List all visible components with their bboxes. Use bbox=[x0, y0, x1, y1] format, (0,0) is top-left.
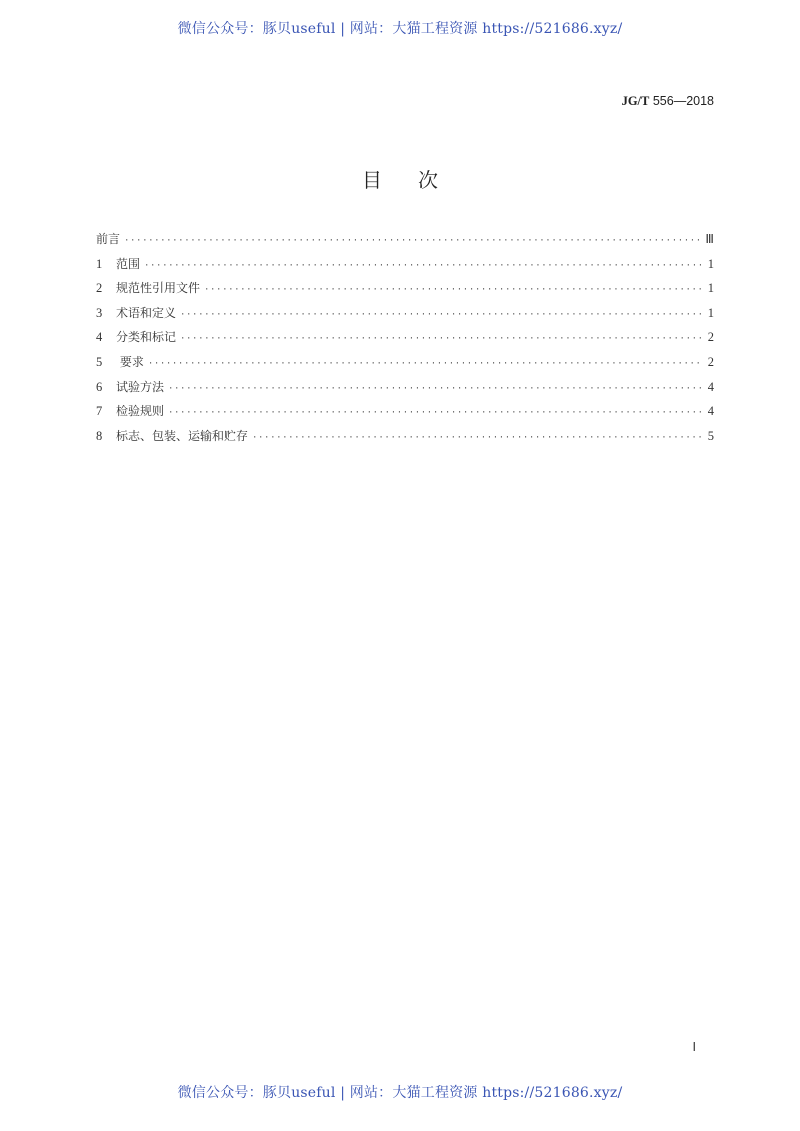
toc-leader-dots bbox=[168, 408, 702, 418]
toc-leader-dots bbox=[124, 236, 701, 246]
watermark-bottom: 微信公众号：豚贝useful | 网站：大猫工程资源 https://521686.xyz/ bbox=[177, 1085, 623, 1101]
toc-entry-label: 要求 bbox=[116, 354, 144, 369]
toc-entry-label: 检验规则 bbox=[116, 404, 165, 419]
toc-entry-label: 分类和标记 bbox=[116, 330, 177, 345]
toc-entry-page: 4 bbox=[707, 379, 714, 394]
toc-entry-label: 范围 bbox=[116, 256, 141, 271]
toc-entry-number: 8 bbox=[96, 428, 103, 443]
toc-entry-page: 1 bbox=[707, 256, 714, 271]
toc-leader-dots bbox=[204, 285, 702, 295]
watermark-top: 微信公众号：豚贝useful | 网站：大猫工程资源 https://521686.xyz/ bbox=[177, 21, 623, 37]
toc-entry-number: 1 bbox=[96, 256, 103, 271]
toc-entry-label: 术语和定义 bbox=[116, 305, 177, 320]
toc-entry-number: 4 bbox=[96, 330, 103, 345]
page-number: Ⅰ bbox=[692, 1040, 696, 1054]
toc-entry-5[interactable] bbox=[96, 353, 714, 378]
toc-leader-dots bbox=[180, 310, 702, 320]
toc-entry-number: 5 bbox=[96, 354, 103, 369]
toc-entry-page: 2 bbox=[707, 330, 714, 345]
toc-entry-6[interactable] bbox=[96, 378, 714, 403]
toc-leader-dots bbox=[144, 261, 702, 271]
standard-prefix: JG/T bbox=[621, 94, 650, 108]
toc-entry-page: 5 bbox=[707, 428, 714, 443]
toc-entry-page: 4 bbox=[707, 404, 714, 419]
page-title: 目次 bbox=[362, 168, 474, 192]
toc-entry-page: 1 bbox=[707, 305, 714, 320]
toc-entry-1[interactable] bbox=[96, 255, 714, 280]
toc-entry-number: 6 bbox=[96, 379, 103, 394]
standard-number: 556—2018 bbox=[649, 94, 714, 108]
toc-entry-label: 标志、包装、运输和贮存 bbox=[116, 428, 249, 443]
toc-entry-7[interactable] bbox=[96, 402, 714, 427]
toc-entry-label: 试验方法 bbox=[116, 379, 165, 394]
toc-entry-3[interactable] bbox=[96, 304, 714, 329]
toc-entry-label: 规范性引用文件 bbox=[116, 281, 201, 296]
toc-entry-page: 2 bbox=[707, 354, 714, 369]
toc-entry-preface[interactable] bbox=[96, 230, 714, 255]
toc-leader-dots bbox=[168, 384, 702, 394]
toc-entry-label: 前言 bbox=[96, 232, 121, 246]
toc-entry-number: 3 bbox=[96, 305, 103, 320]
toc-entry-number: 2 bbox=[96, 281, 103, 296]
toc-entry-4[interactable] bbox=[96, 328, 714, 353]
toc-entry-number: 7 bbox=[96, 404, 103, 419]
standard-code bbox=[622, 94, 714, 109]
toc-entry-page: 1 bbox=[707, 281, 714, 296]
toc-entry-8[interactable] bbox=[96, 427, 714, 452]
toc-leader-dots bbox=[180, 334, 702, 344]
table-of-contents bbox=[96, 230, 714, 451]
toc-entry-page: Ⅲ bbox=[705, 232, 714, 246]
toc-leader-dots bbox=[148, 359, 702, 369]
toc-entry-2[interactable] bbox=[96, 279, 714, 304]
toc-leader-dots bbox=[252, 433, 702, 443]
